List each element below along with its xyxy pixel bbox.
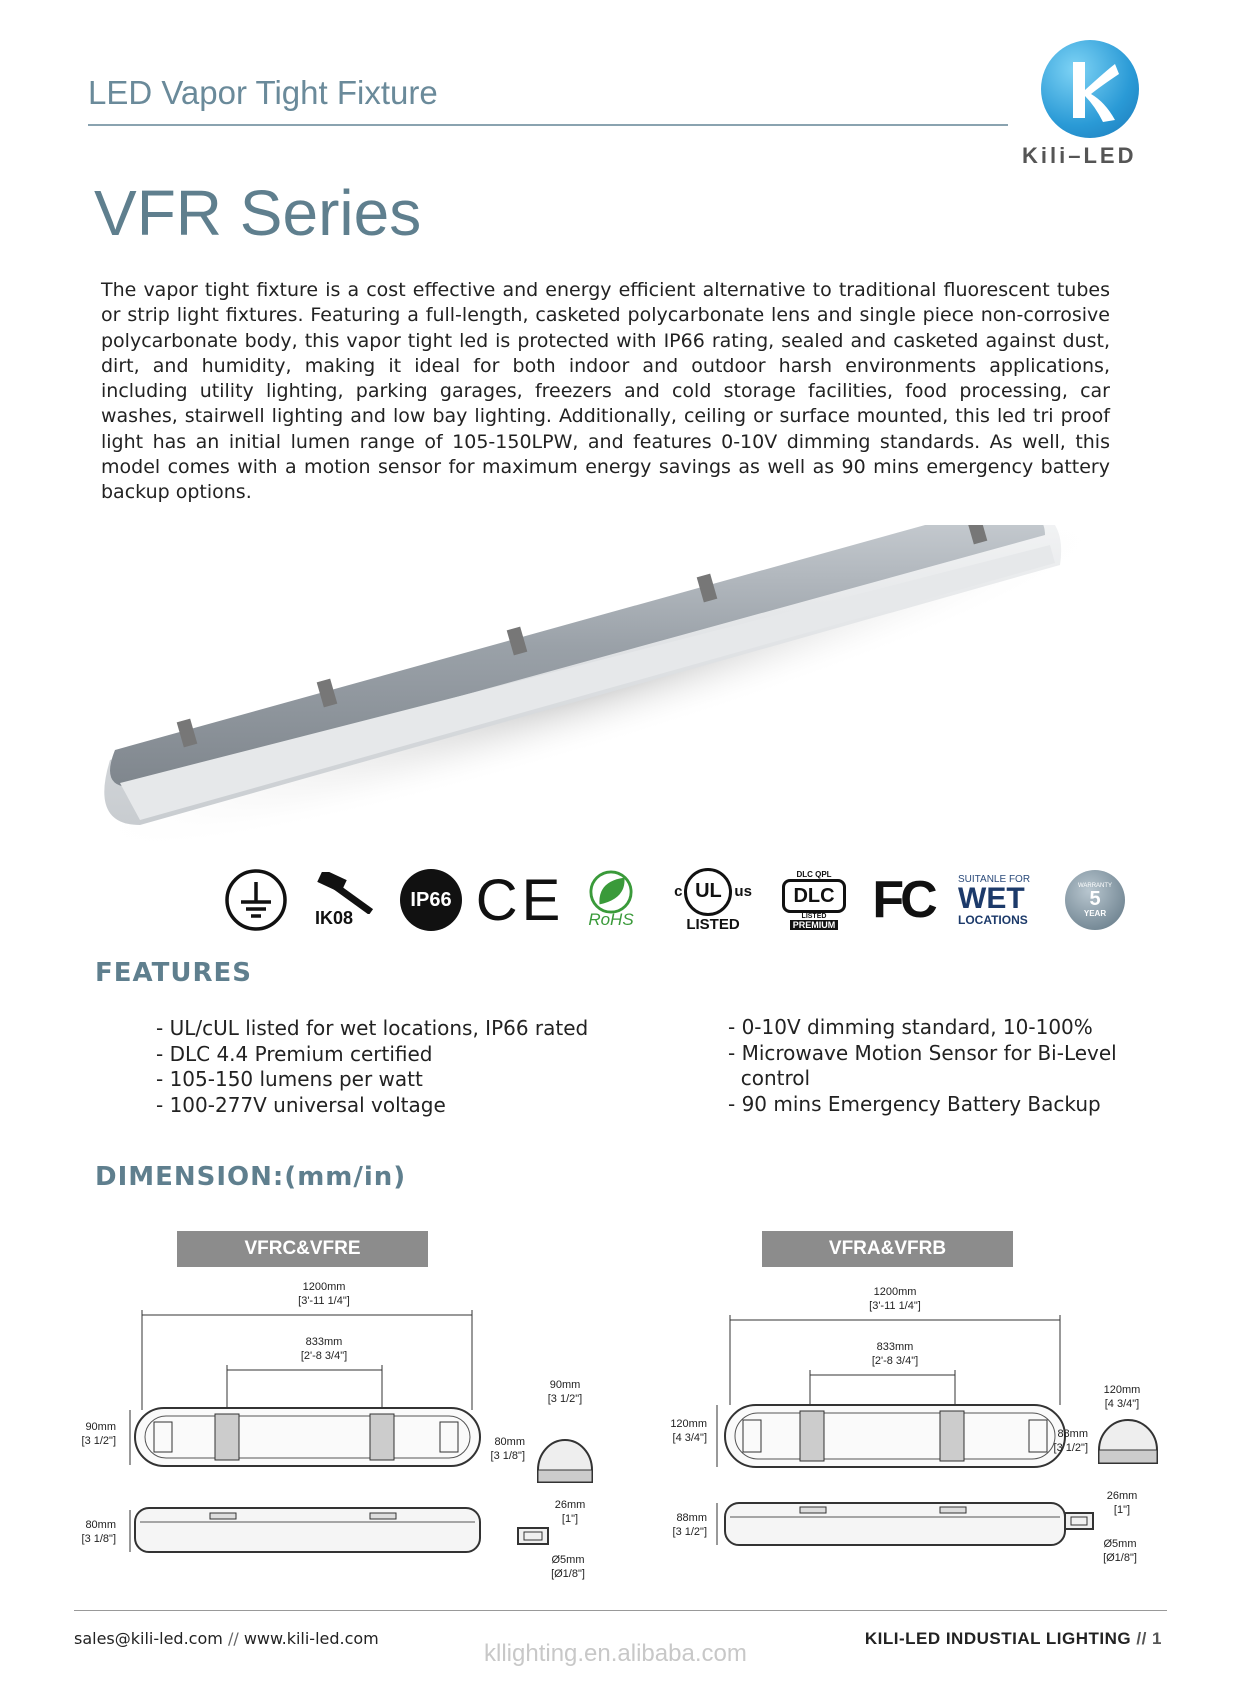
clip-in: [1"] [561, 1513, 579, 1525]
warranty-text: WARRANTY [1077, 882, 1113, 889]
length-mm: 1200mm [302, 1281, 346, 1293]
dimension-drawing-vfra-vfrb [655, 1275, 1215, 1585]
clip-in: [1"] [1113, 1504, 1131, 1516]
brand-name: Kili–LED [1022, 143, 1137, 168]
end-height-in: [3 1/2"] [1053, 1442, 1088, 1454]
end-height-mm: 88mm [1057, 1428, 1088, 1440]
dimension-drawing-vfrc-vfre [60, 1270, 620, 1580]
length-in: [3'-11 1/4"] [298, 1295, 350, 1307]
end-height-in: [3 1/8"] [490, 1450, 525, 1462]
hole-mm: Ø5mm [551, 1554, 585, 1566]
ul-listed-icon [668, 870, 758, 933]
features-right-list [728, 1015, 1117, 1117]
warranty-number: 5 [1089, 887, 1101, 910]
warranty-year: YEAR [1083, 908, 1107, 918]
wet-bottom: LOCATIONS [958, 912, 1028, 927]
list-item: - UL/cUL listed for wet locations, IP66 rated [156, 1016, 589, 1040]
wet-locations-badge [958, 870, 1042, 930]
footer-separator: // [227, 1629, 239, 1648]
watermark: kllighting.en.alibaba.com [484, 1640, 747, 1667]
dlc-mark: DLC [782, 879, 846, 913]
footer-divider [74, 1610, 1167, 1611]
ul-c: c [674, 883, 683, 900]
list-item: - 105-150 lumens per watt [156, 1067, 423, 1091]
logo-mark-icon [1041, 40, 1139, 138]
footer-company [865, 1629, 1162, 1649]
spacing-in: [2'-8 3/4"] [871, 1355, 919, 1367]
ul-mark: UL [684, 868, 732, 916]
height-mm: 88mm [676, 1512, 707, 1524]
footer-page-number: // 1 [1136, 1629, 1162, 1648]
dlc-premium: PREMIUM [790, 920, 839, 930]
ground-icon [223, 870, 289, 930]
ik-rating: IK08 [314, 907, 354, 928]
spacing-in: [2'-8 3/4"] [300, 1350, 348, 1362]
list-item: - 100-277V universal voltage [156, 1092, 446, 1117]
footer-email[interactable]: sales@kili-led.com [74, 1629, 223, 1648]
hole-in: [Ø1/8"] [1103, 1552, 1137, 1564]
width-in: [3 1/2"] [81, 1435, 116, 1447]
length-in: [3'-11 1/4"] [869, 1300, 921, 1312]
features-left-list [156, 1016, 588, 1118]
features-heading: FEATURES [95, 958, 252, 988]
spacing-mm: 833mm [305, 1336, 343, 1348]
rohs-label: RoHS [588, 910, 634, 929]
hole-mm: Ø5mm [1103, 1538, 1137, 1550]
spacing-mm: 833mm [876, 1341, 914, 1353]
footer-company-name: KILI-LED INDUSTIAL LIGHTING [864, 1629, 1132, 1648]
list-item: control [728, 1066, 811, 1090]
height-in: [3 1/8"] [81, 1533, 116, 1545]
wet-top: SUITANLE FOR [958, 873, 1031, 885]
fixture-photo [60, 525, 1140, 865]
kili-led-logo-icon [1041, 40, 1139, 138]
end-height-mm: 80mm [494, 1436, 525, 1448]
end-width-in: [3 1/2"] [547, 1393, 583, 1405]
ul-listed: LISTED [686, 915, 740, 933]
height-in: [3 1/2"] [672, 1526, 707, 1538]
length-mm: 1200mm [873, 1286, 917, 1298]
ip-rating: IP66 [400, 869, 462, 931]
width-mm: 90mm [85, 1421, 116, 1433]
list-item: - 90 mins Emergency Battery Backup [728, 1091, 1101, 1116]
width-mm: 120mm [670, 1418, 707, 1430]
dlc-premium-icon [781, 870, 847, 930]
end-width-mm: 120mm [1103, 1384, 1141, 1396]
footer-website[interactable]: www.kili-led.com [243, 1629, 379, 1648]
footer-contact [74, 1629, 379, 1648]
dimension-heading: DIMENSION:(mm/in) [95, 1162, 407, 1192]
model-label-vfra-vfrb: VFRA&VFRB [762, 1231, 1013, 1267]
height-mm: 80mm [85, 1519, 116, 1531]
dlc-listed: LISTED [801, 913, 827, 920]
warranty-seal-icon [1062, 870, 1128, 930]
end-width-in: [4 3/4"] [1104, 1398, 1140, 1410]
hole-in: [Ø1/8"] [551, 1568, 585, 1580]
end-width-mm: 90mm [549, 1379, 581, 1391]
clip-mm: 26mm [554, 1499, 586, 1511]
list-item: - DLC 4.4 Premium certified [156, 1041, 433, 1066]
header-title: LED Vapor Tight Fixture [88, 74, 438, 111]
header-divider [88, 124, 1008, 126]
fcc-mark-icon [864, 870, 942, 930]
fcc-label: FC [872, 871, 934, 929]
wet-mid: WET [958, 881, 1025, 915]
list-item: - 0-10V dimming standard, 10-100% [728, 1015, 1093, 1039]
dlc-top: DLC QPL [796, 870, 832, 879]
clip-mm: 26mm [1106, 1490, 1138, 1502]
model-label-vfrc-vfre: VFRC&VFRE [177, 1231, 428, 1267]
width-in: [4 3/4"] [672, 1432, 707, 1444]
ce-label: CE [475, 867, 565, 933]
page-title: VFR Series [94, 177, 422, 249]
list-item: - Microwave Motion Sensor for Bi-Level [728, 1040, 1117, 1065]
ce-mark-icon [475, 867, 565, 933]
intro-paragraph: The vapor tight fixture is a cost effective and energy efficient alternative to traditional fluorescent tubes or strip light fixtures. Featuring a full-length, casketed polycarbonate lens and single piece non-corrosive polycarbonate body, this vapor tight led is protected with IP66 rating, sealed and casketed against dust, dirt, and humidity, making it ideal for both indoor and outdoor harsh environments applications, including utility lighting, parking garages, freezers and cold storage facilities, food processing, car washes, stairwell lighting and low bay lighting. Additionally, ceiling or surface mounted, this led tri proof light has an initial lumen range of 105-150LPW, and features 0-10V dimming standards. As well, this model comes with a motion sensor for maximum energy savings as well as 90 mins emergency battery backup options. [101, 279, 1110, 504]
rohs-leaf-icon [574, 870, 648, 930]
ip66-badge [398, 870, 464, 930]
ik08-hammer-icon [302, 870, 382, 930]
ul-us: us [734, 883, 752, 900]
